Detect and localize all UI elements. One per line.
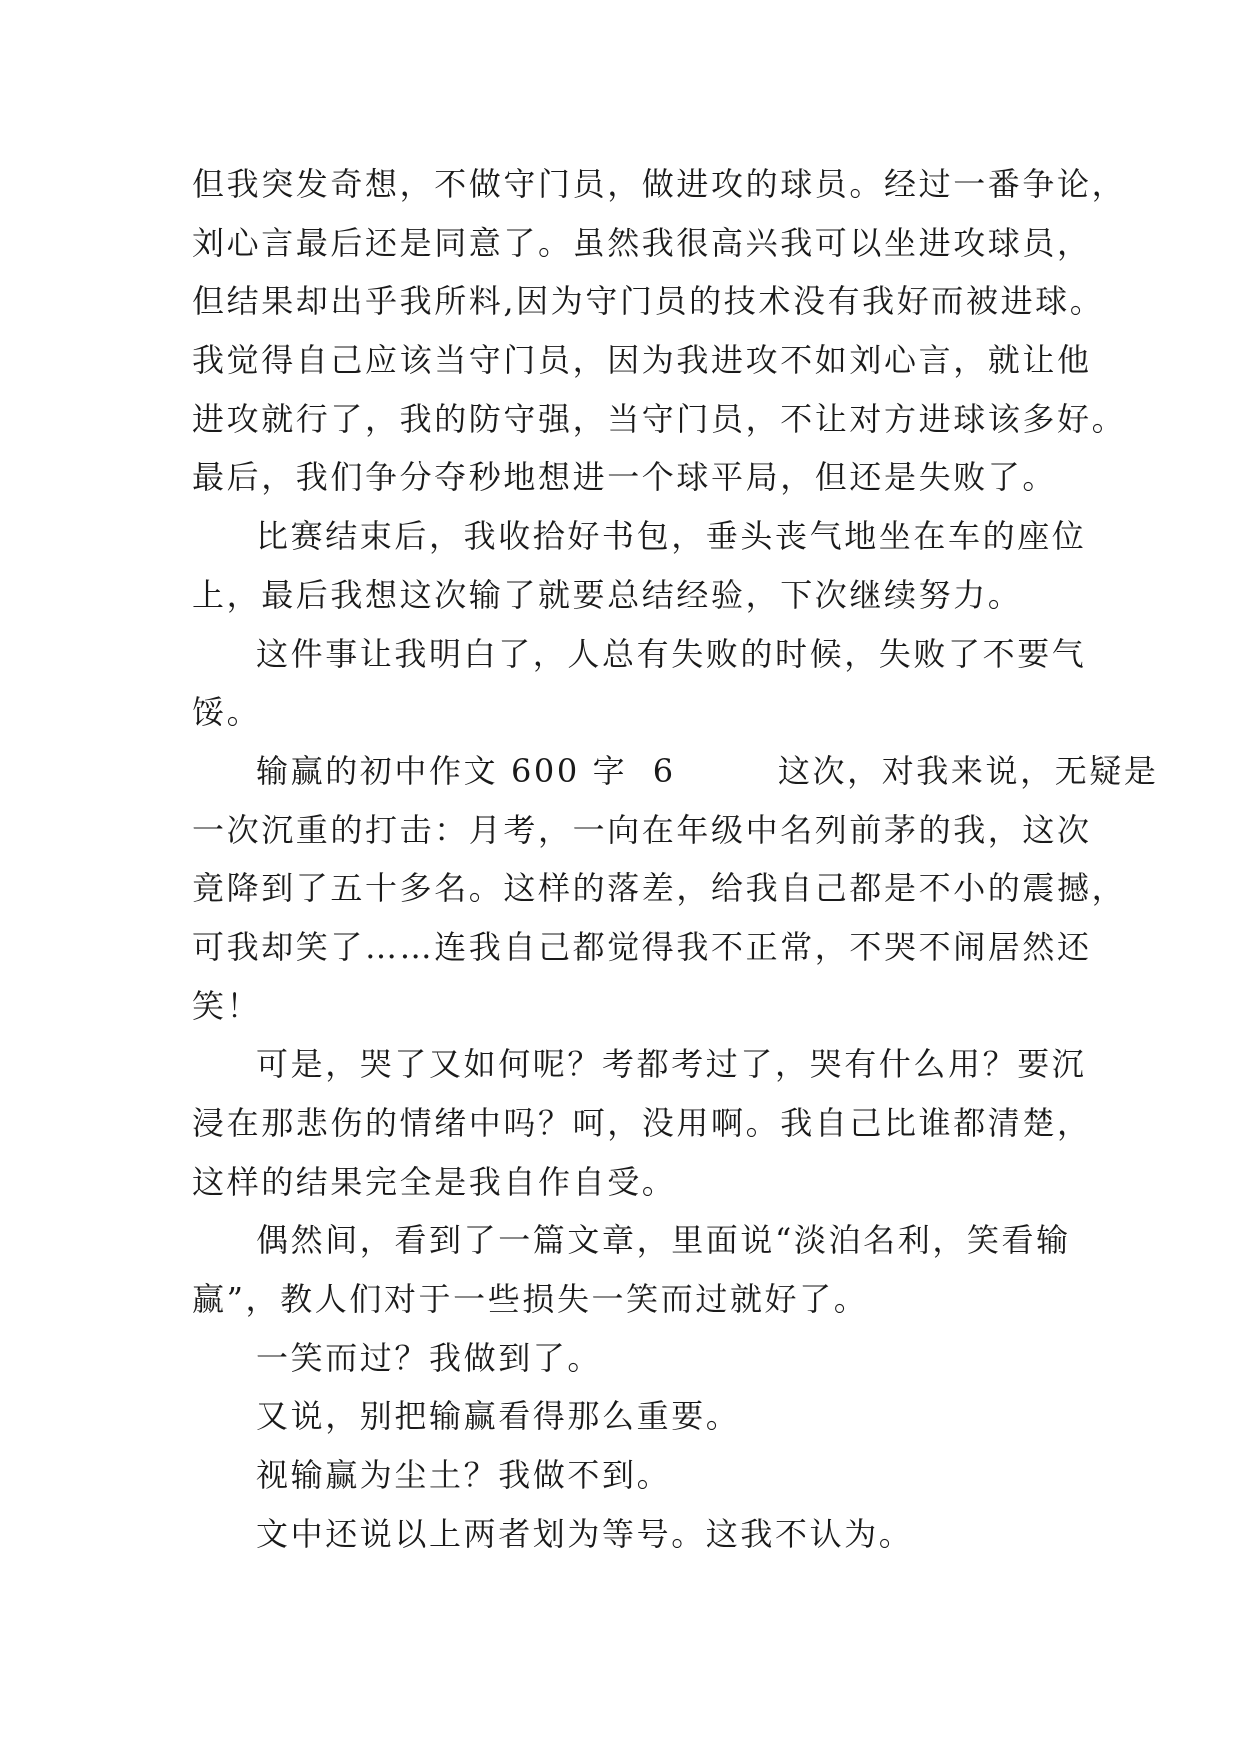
essay-body — [192, 155, 1159, 1564]
text-line: 比赛结束后，我收拾好书包，垂头丧气地坐在车的座位 — [256, 517, 1087, 556]
text-line: 浸在那悲伤的情绪中吗？呵，没用啊。我自己比谁都清楚， — [192, 1104, 1092, 1142]
text-line: 进攻就行了，我的防守强，当守门员，不让对方进球该多好。 — [192, 399, 1127, 438]
text-line: 这件事让我明白了，人总有失败的时候，失败了不要气 — [256, 634, 1087, 673]
text-line: 最后，我们争分夺秒地想进一个球平局，但还是失败了。 — [192, 458, 1058, 497]
section-heading-line: 输赢的初中作文 600 字 6 这次，对我来说，无疑是 — [256, 751, 1159, 790]
text-line: 可我却笑了……连我自己都觉得我不正常，不哭不闹居然还 — [192, 927, 1092, 966]
text-line: 一次沉重的打击：月考，一向在年级中名列前茅的我，这次 — [192, 810, 1092, 849]
text-line: 视输赢为尘土？我做不到。 — [256, 1456, 672, 1495]
text-line: 笑！ — [192, 986, 262, 1025]
text-line: 刘心言最后还是同意了。虽然我很高兴我可以坐进攻球员， — [192, 223, 1092, 262]
text-line: 我觉得自己应该当守门员，因为我进攻不如刘心言，就让他 — [192, 341, 1092, 380]
text-line: 馁。 — [192, 693, 262, 732]
text-line: 上，最后我想这次输了就要总结经验，下次继续努力。 — [192, 575, 1023, 614]
text-line: 文中还说以上两者划为等号。这我不认为。 — [256, 1514, 914, 1553]
text-line: 又说，别把输赢看得那么重要。 — [256, 1397, 741, 1436]
text-line: 偶然间，看到了一篇文章，里面说“淡泊名利，笑看输 — [256, 1221, 1071, 1260]
text-line: 但结果却出乎我所料,因为守门员的技术没有我好而被进球。 — [192, 282, 1105, 321]
text-line: 这样的结果完全是我自作自受。 — [192, 1162, 677, 1201]
text-line: 但我突发奇想，不做守门员，做进攻的球员。经过一番争论， — [192, 165, 1127, 203]
text-line: 一笑而过？我做到了。 — [256, 1338, 603, 1377]
text-line: 可是，哭了又如何呢？考都考过了，哭有什么用？要沉 — [256, 1045, 1087, 1084]
text-line: 竟降到了五十多名。这样的落差，给我自己都是不小的震撼， — [192, 869, 1127, 908]
text-line: 赢”，教人们对于一些损失一笑而过就好了。 — [192, 1280, 869, 1319]
